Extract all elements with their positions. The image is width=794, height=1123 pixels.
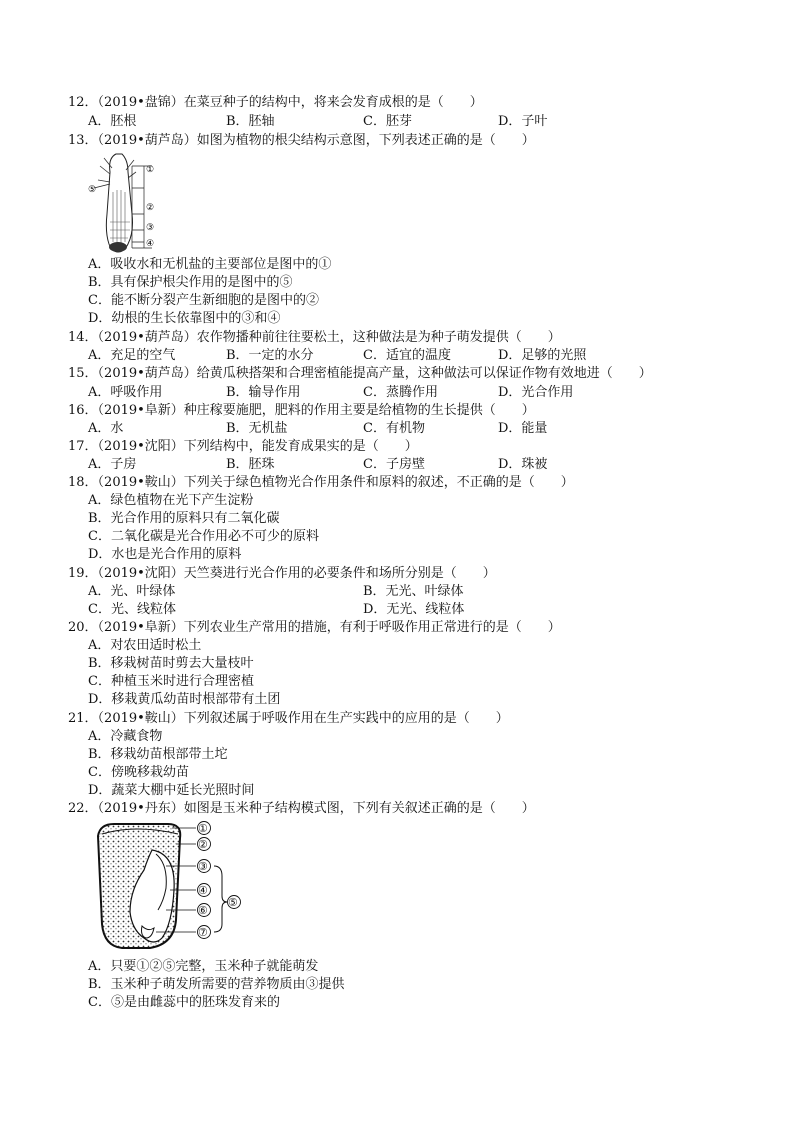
seed-label-2: ② — [198, 838, 208, 851]
option-a: A．呼吸作用 — [88, 385, 163, 400]
option-d: D．子叶 — [498, 114, 548, 129]
option-c: C．有机物 — [363, 421, 425, 436]
option-c: C．蒸腾作用 — [363, 385, 438, 400]
option-b: B．玉米种子萌发所需要的营养物质由③提供 — [88, 977, 345, 992]
root-label-4: ④ — [146, 239, 155, 249]
option-b: B．光合作用的原料只有二氧化碳 — [88, 511, 280, 526]
option-d: D．足够的光照 — [498, 348, 587, 363]
option-d: D．幼根的生长依靠图中的③和④ — [88, 311, 281, 326]
option-c: C．光、线粒体 — [88, 602, 176, 617]
option-d: D．移栽黄瓜幼苗时根部带有土团 — [88, 692, 281, 707]
question-16-stem: 16．（2019•阜新）种庄稼要施肥，肥料的作用主要是给植物的生长提供（ ） — [68, 403, 535, 418]
root-tip-diagram — [88, 152, 168, 256]
option-b: B．胚珠 — [226, 457, 275, 472]
question-15-stem: 15．（2019•葫芦岛）给黄瓜秧搭架和合理密植能提高产量，这种做法可以保证作物有效地进（ ） — [68, 366, 652, 381]
option-b: B．无光、叶绿体 — [363, 584, 464, 599]
seed-label-6: ⑥ — [198, 904, 208, 917]
option-a: A．吸收水和无机盐的主要部位是图中的① — [88, 257, 332, 272]
option-c: C．子房壁 — [363, 457, 425, 472]
option-a: A．只要①②⑤完整，玉米种子就能萌发 — [88, 959, 319, 974]
option-d: D．蔬菜大棚中延长光照时间 — [88, 783, 255, 798]
question-13-stem: 13．（2019•葫芦岛）如图为植物的根尖结构示意图，下列表述正确的是（ ） — [68, 133, 535, 148]
question-21-stem: 21．（2019•鞍山）下列叙述属于呼吸作用在生产实践中的应用的是（ ） — [68, 711, 509, 726]
corn-seed-diagram — [92, 820, 252, 952]
question-22-stem: 22．（2019•丹东）如图是玉米种子结构模式图，下列有关叙述正确的是（ ） — [68, 801, 535, 816]
option-b: B．移栽幼苗根部带土坨 — [88, 747, 228, 762]
option-b: B．输导作用 — [226, 385, 301, 400]
root-label-5: ⑤ — [88, 185, 97, 195]
option-a: A．水 — [88, 421, 124, 436]
seed-label-5: ⑤ — [228, 896, 238, 909]
option-a: A．胚根 — [88, 114, 137, 129]
option-a: A．冷藏食物 — [88, 729, 163, 744]
option-c: C．二氧化碳是光合作用必不可少的原料 — [88, 529, 319, 544]
option-a: A．子房 — [88, 457, 137, 472]
question-20-stem: 20．（2019•阜新）下列农业生产常用的措施，有利于呼吸作用正常进行的是（ ） — [68, 620, 561, 635]
seed-label-7: ⑦ — [198, 926, 208, 939]
root-label-2: ② — [146, 203, 155, 213]
question-17-stem: 17．（2019•沈阳）下列结构中，能发育成果实的是（ ） — [68, 439, 418, 454]
seed-label-3: ③ — [198, 860, 208, 873]
option-a: A．绿色植物在光下产生淀粉 — [88, 493, 254, 508]
option-c: C．傍晚移栽幼苗 — [88, 765, 189, 780]
option-d: D．无光、线粒体 — [363, 602, 465, 617]
option-d: D．珠被 — [498, 457, 548, 472]
root-label-3: ③ — [146, 223, 155, 233]
option-a: A．光、叶绿体 — [88, 584, 176, 599]
option-b: B．一定的水分 — [226, 348, 314, 363]
option-b: B．具有保护根尖作用的是图中的⑤ — [88, 275, 293, 290]
option-b: B．移栽树苗时剪去大量枝叶 — [88, 656, 254, 671]
option-c: C．种植玉米时进行合理密植 — [88, 674, 254, 689]
option-d: D．水也是光合作用的原料 — [88, 547, 242, 562]
question-18-stem: 18．（2019•鞍山）下列关于绿色植物光合作用条件和原料的叙述，不正确的是（ ） — [68, 475, 574, 490]
root-label-1: ① — [146, 165, 155, 175]
seed-label-1: ① — [198, 822, 208, 835]
question-14-stem: 14．（2019•葫芦岛）农作物播种前往往要松土，这种做法是为种子萌发提供（ ） — [68, 330, 561, 345]
option-c: C．胚芽 — [363, 114, 412, 129]
question-12-stem: 12．（2019•盘锦）在菜豆种子的结构中，将来会发育成根的是（ ） — [68, 95, 483, 110]
option-d: D．光合作用 — [498, 385, 574, 400]
option-b: B．无机盐 — [226, 421, 288, 436]
option-c: C．适宜的温度 — [363, 348, 451, 363]
seed-label-4: ④ — [198, 884, 208, 897]
question-19-stem: 19．（2019•沈阳）天竺葵进行光合作用的必要条件和场所分别是（ ） — [68, 566, 496, 581]
option-d: D．能量 — [498, 421, 548, 436]
option-c: C．⑤是由雌蕊中的胚珠发育来的 — [88, 995, 280, 1010]
option-b: B．胚轴 — [226, 114, 275, 129]
option-a: A．对农田适时松土 — [88, 638, 202, 653]
option-c: C．能不断分裂产生新细胞的是图中的② — [88, 293, 319, 308]
option-a: A．充足的空气 — [88, 348, 176, 363]
